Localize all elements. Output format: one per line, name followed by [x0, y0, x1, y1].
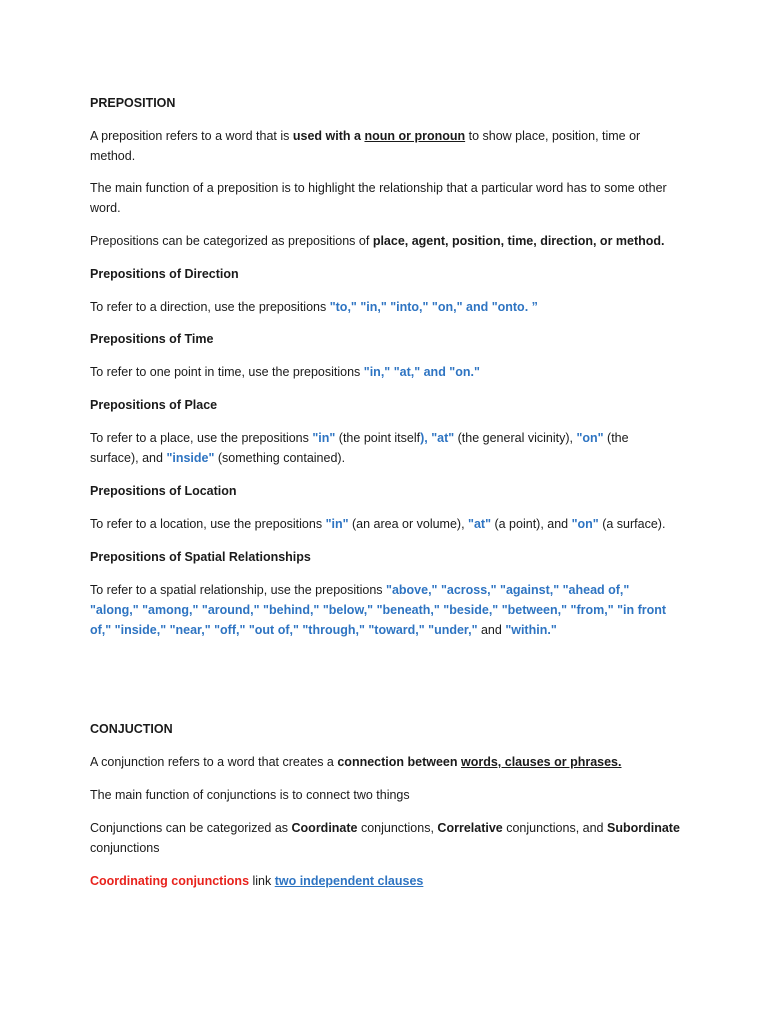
- conjunction-function: The main function of conjunctions is to connect two things: [90, 788, 410, 802]
- place-heading: Prepositions of Place: [90, 398, 218, 412]
- time-text: To refer to one point in time, use the prepositions "in," "at," and "on.": [90, 365, 480, 379]
- conjunction-categories: Conjunctions can be categorized as Coordinate conjunctions, Correlative conjunctions, and Subordinate conjunctions: [90, 821, 680, 855]
- spatial-text: To refer to a spatial relationship, use the prepositions "above," "across," "against," "ahead of," "along," "among," "around," "behind," "below," "beneath," "beside," "between," "from," "in front of," "inside," "near," "off," "out of," "through," "toward," "under," and "within.": [90, 583, 667, 637]
- direction-text: To refer to a direction, use the prepositions "to," "in," "into," "on," and "onto. ”: [90, 300, 538, 314]
- conjunction-heading: CONJUCTION: [90, 722, 173, 736]
- independent-clauses-link[interactable]: two independent clauses: [274, 874, 424, 888]
- coordinating-term: Coordinating conjunctions: [90, 874, 250, 888]
- time-heading: Prepositions of Time: [90, 332, 214, 346]
- location-text: To refer to a location, use the prepositions "in" (an area or volume), "at" (a point), and "on" (a surface).: [90, 517, 666, 531]
- conjunction-definition: A conjunction refers to a word that creates a connection between words, clauses or phrases.: [90, 755, 622, 769]
- preposition-categories: Prepositions can be categorized as prepositions of place, agent, position, time, direction, or method.: [90, 234, 665, 248]
- direction-heading: Prepositions of Direction: [90, 267, 239, 281]
- coordinating-conjunctions: Coordinating conjunctions link two independent clauses: [90, 874, 424, 888]
- spatial-heading: Prepositions of Spatial Relationships: [90, 550, 311, 564]
- preposition-function: The main function of a preposition is to highlight the relationship that a particular word has to some other word.: [90, 181, 667, 215]
- preposition-definition: A preposition refers to a word that is used with a noun or pronoun to show place, position, time or method.: [90, 129, 641, 163]
- location-heading: Prepositions of Location: [90, 484, 237, 498]
- place-text: To refer to a place, use the prepositions "in" (the point itself), "at" (the general vicinity), "on" (the surface), and "inside" (something contained).: [90, 431, 629, 465]
- preposition-heading: PREPOSITION: [90, 96, 176, 110]
